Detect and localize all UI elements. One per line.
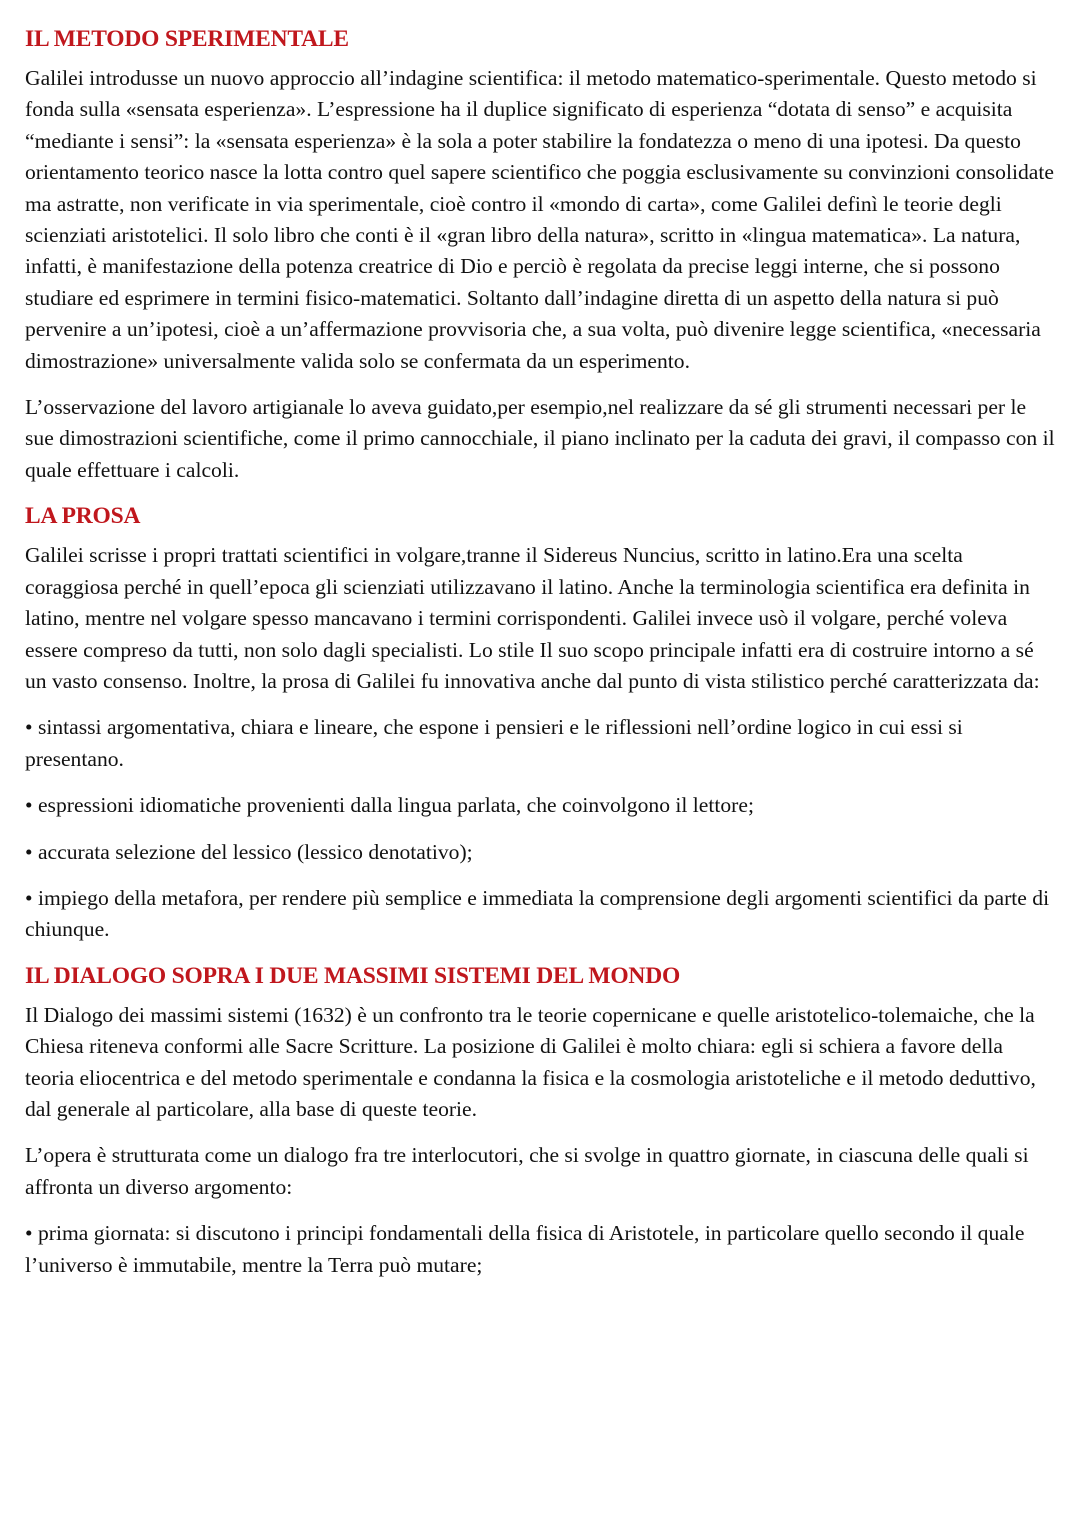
bullet-item-metafora: • impiego della metafora, per rendere più semplice e immediata la comprensione degli argomenti scientifici da parte di chiunque. xyxy=(25,883,1057,946)
bullet-item-prima-giornata: • prima giornata: si discutono i principi fondamentali della fisica di Aristotele, in particolare quello secondo il quale l’universo è immutabile, mentre la Terra può mutare; xyxy=(25,1218,1057,1281)
section-title-la-prosa: LA PROSA xyxy=(25,503,141,530)
document-page xyxy=(25,24,1057,1296)
section-title-metodo-sperimentale: IL METODO SPERIMENTALE xyxy=(25,26,349,52)
paragraph-dialogo-2: L’opera è strutturata come un dialogo fra tre interlocutori, che si svolge in quattro giornate, in ciascuna delle quali si affronta un diverso argomento: xyxy=(25,1143,1029,1199)
bullet-item-sintassi: • sintassi argomentativa, chiara e lineare, che espone i pensieri e le riflessioni nell’ordine logico in cui essi si presentano. xyxy=(25,712,1057,775)
paragraph-dialogo-1: Il Dialogo dei massimi sistemi (1632) è un confronto tra le teorie copernicane e quelle aristotelico-tolemaiche, che la Chiesa riteneva conformi alle Sacre Scritture. La posizione di Galilei è molto chiara: egli si schiera a favore della teoria eliocentrica e del metodo sperimentale e condanna la fisica e la cosmologia aristoteliche e il metodo deduttivo, dal generale al particolare, alla base di queste teorie. xyxy=(25,1002,1036,1121)
paragraph-metodo-1: Galilei introdusse un nuovo approccio all’indagine scientifica: il metodo matematico-sperimentale. Questo metodo si fonda sulla «sensata esperienza». L’espressione ha il duplice significato di esperienza “dotata di senso” e acquisita “mediante i sensi”: la «sensata esperienza» è la sola a poter stabilire la fondatezza o meno di una ipotesi. Da questo orientamento teorico nasce la lotta contro quel sapere scientifico che poggia esclusivamente su convinzioni consolidate ma astratte, non verificate in via sperimentale, cioè contro il «mondo di carta», come Galilei definì le teorie degli scienziati aristotelici. Il solo libro che conti è il «gran libro della natura», scritto in «lingua matematica». La natura, infatti, è manifestazione della potenza creatrice di Dio e perciò è regolata da precise leggi interne, che si possono studiare ed esprimere in termini fisico-matematici. Soltanto dall’indagine diretta di un aspetto della natura si può pervenire a un’ipotesi, cioè a un’affermazione provvisoria che, a sua volta, può divenire legge scientifica, «necessaria dimostrazione» universalmente valida solo se confermata da un esperimento. xyxy=(25,66,1054,373)
paragraph-metodo-2: L’osservazione del lavoro artigianale lo aveva guidato,per esempio,nel realizzare da sé gli strumenti necessari per le sue dimostrazioni scientifiche, come il primo cannocchiale, il piano inclinato per la caduta dei gravi, il compasso con il quale effettuare i calcoli. xyxy=(25,395,1055,482)
bullet-item-lessico: • accurata selezione del lessico (lessico denotativo); xyxy=(25,837,1057,868)
section-title-dialogo: IL DIALOGO SOPRA I DUE MASSIMI SISTEMI DEL MONDO xyxy=(25,962,681,989)
paragraph-prosa-1: Galilei scrisse i propri trattati scientifici in volgare,tranne il Sidereus Nuncius, scritto in latino.Era una scelta coraggiosa perché in quell’epoca gli scienziati utilizzavano il latino. Anche la terminologia scientifica era definita in latino, mentre nel volgare spesso mancavano i termini corrispondenti. Galilei invece usò il volgare, perché voleva essere compreso da tutti, non solo dagli specialisti. Lo stile Il suo scopo principale infatti era di costruire intorno a sé un vasto consenso. Inoltre, la prosa di Galilei fu innovativa anche dal punto di vista stilistico perché caratterizzata da: xyxy=(25,543,1040,693)
bullet-item-espressioni: • espressioni idiomatiche provenienti dalla lingua parlata, che coinvolgono il lettore; xyxy=(25,790,1057,821)
